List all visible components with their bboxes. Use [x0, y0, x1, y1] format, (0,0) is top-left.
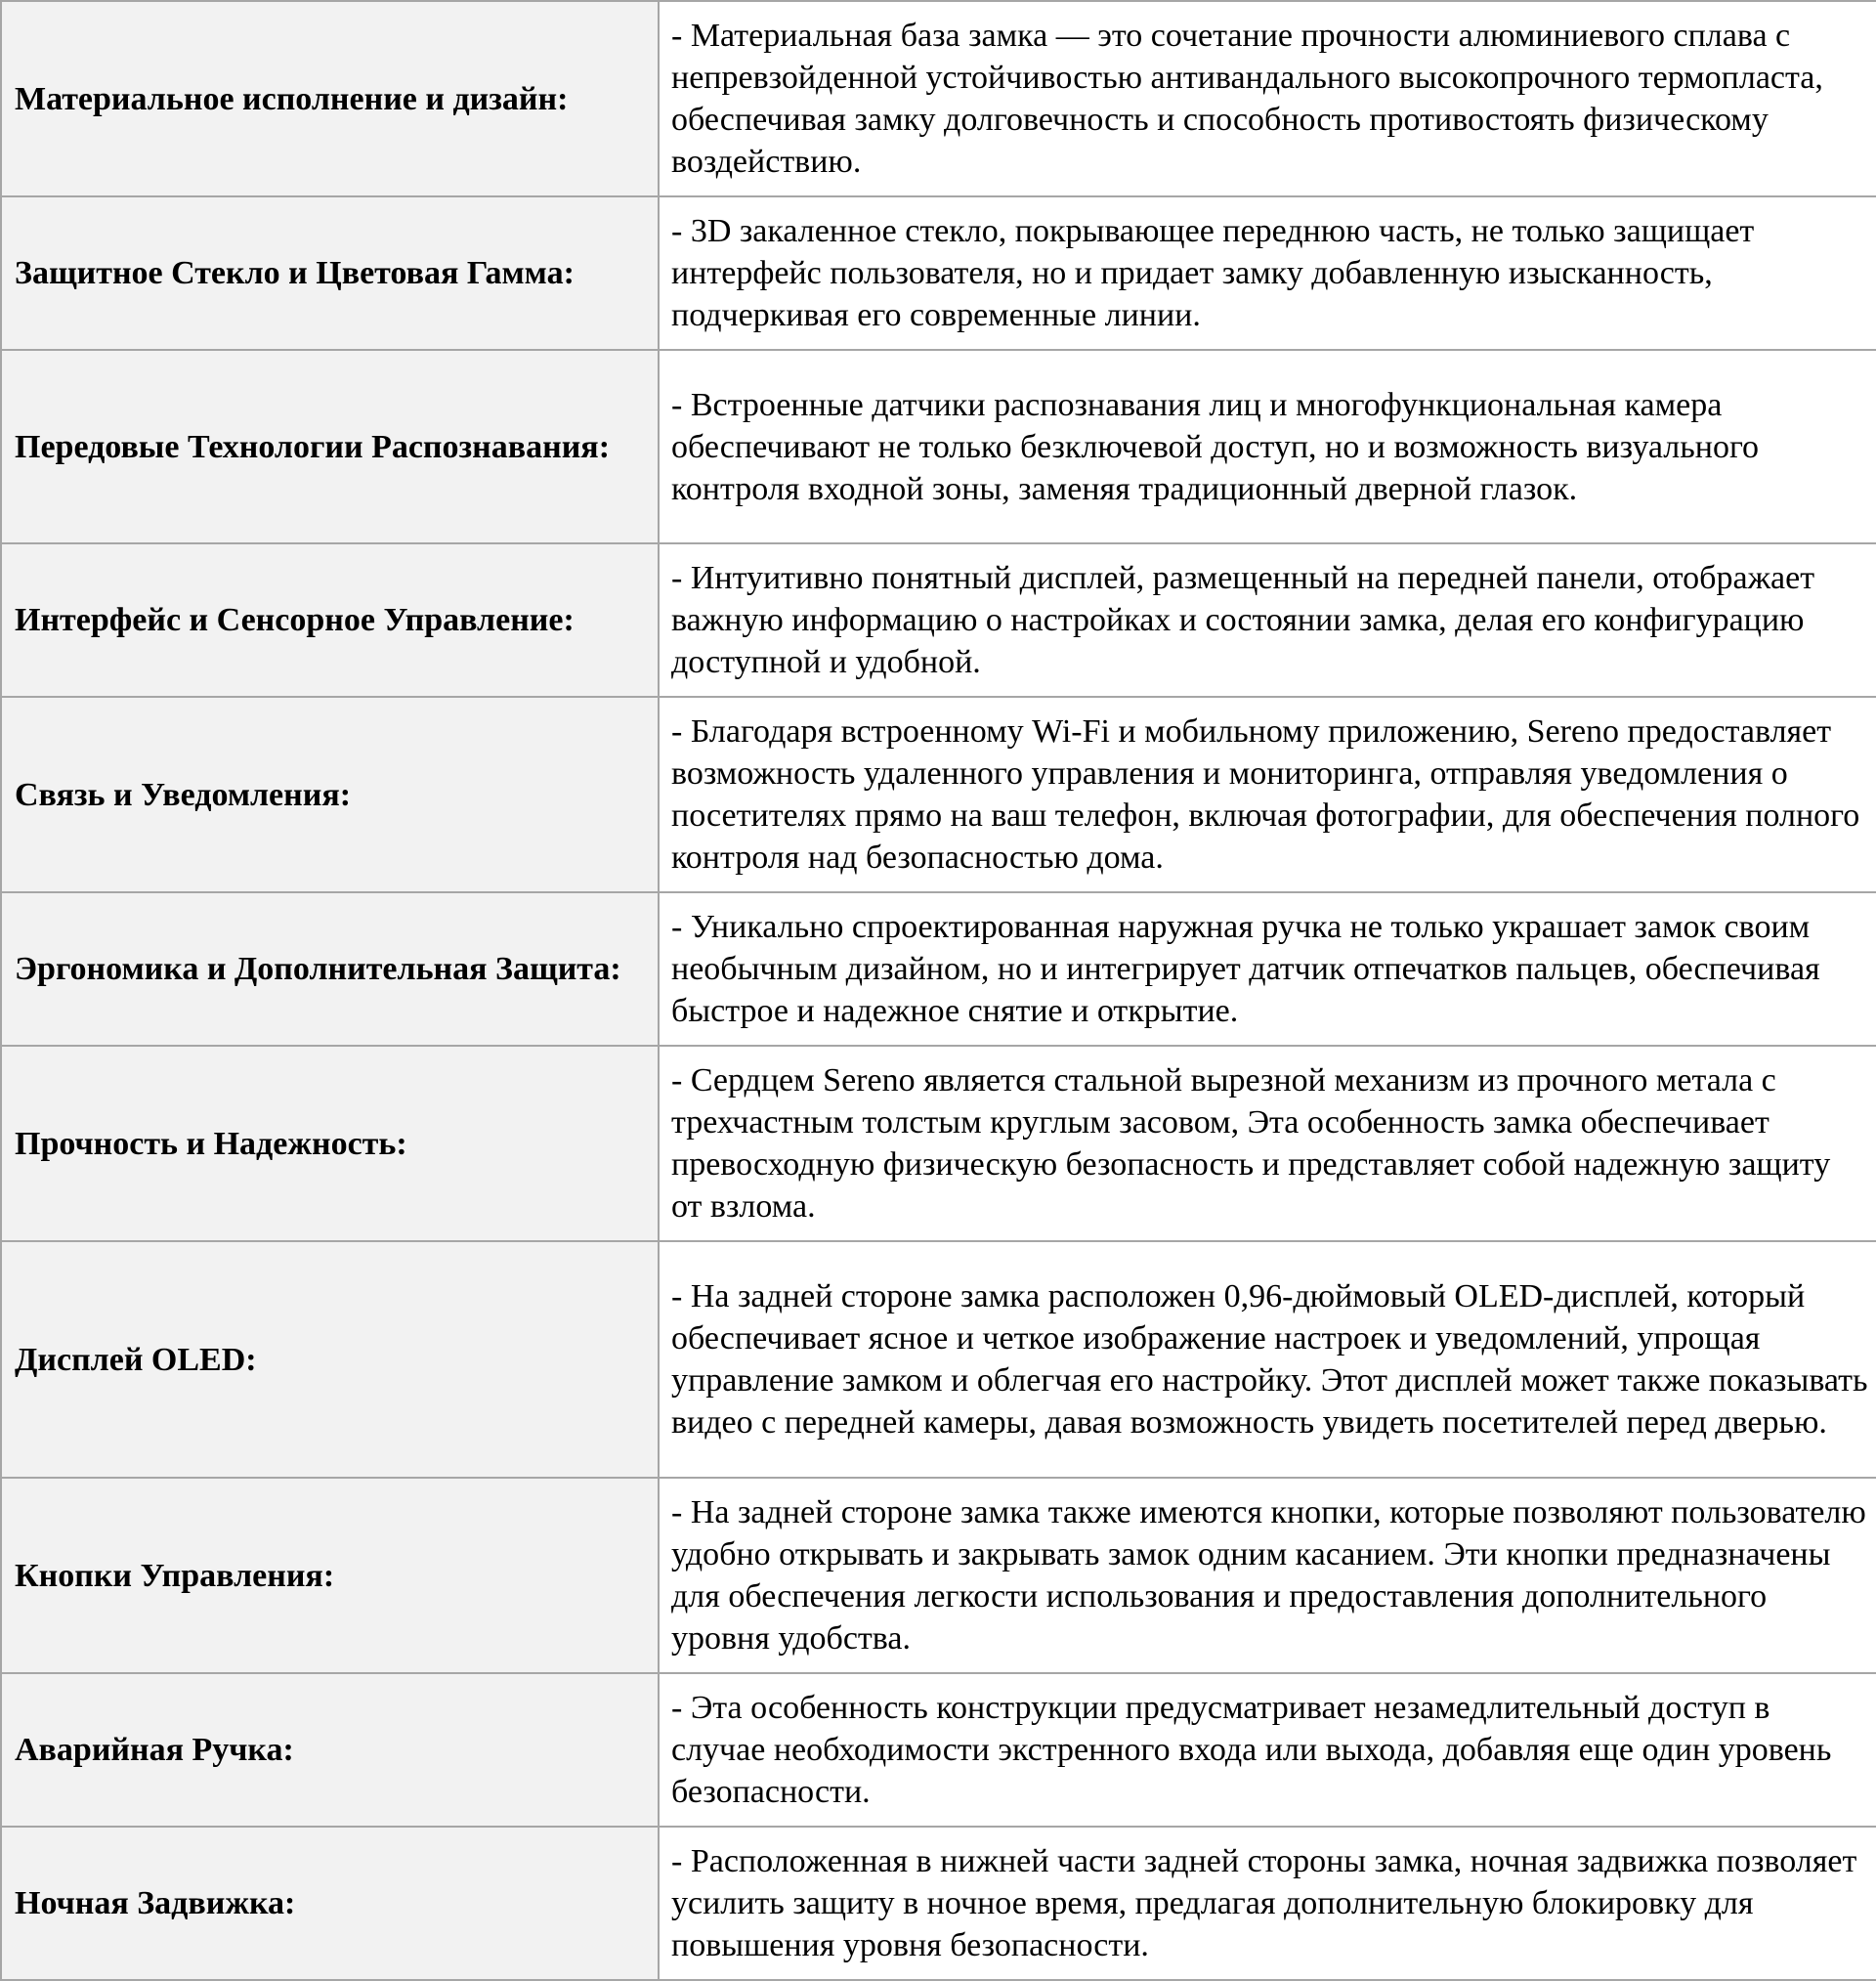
table-row — [1, 1478, 1876, 1673]
feature-description: - 3D закаленное стекло, покрывающее переднюю часть, не только защищает интерфейс пользователя, но и придает замку добавленную изысканность, подчеркивая его современные линии. — [659, 196, 1876, 350]
table-row — [1, 543, 1876, 697]
table-row — [1, 1, 1876, 196]
table-row — [1, 1046, 1876, 1241]
features-table-body — [1, 1, 1876, 1980]
feature-label: Прочность и Надежность: — [1, 1046, 659, 1241]
feature-label: Связь и Уведомления: — [1, 697, 659, 892]
feature-label: Материальное исполнение и дизайн: — [1, 1, 659, 196]
table-row — [1, 892, 1876, 1046]
table-row — [1, 1241, 1876, 1478]
feature-description: - Расположенная в нижней части задней стороны замка, ночная задвижка позволяет усилить защиту в ночное время, предлагая дополнительную блокировку для повышения уровня безопасности. — [659, 1827, 1876, 1980]
feature-label: Ночная Задвижка: — [1, 1827, 659, 1980]
feature-label: Эргономика и Дополнительная Защита: — [1, 892, 659, 1046]
feature-label: Дисплей OLED: — [1, 1241, 659, 1478]
feature-description: - Материальная база замка — это сочетание прочности алюминиевого сплава с непревзойденной устойчивостью антивандального высокопрочного термопласта, обеспечивая замку долговечность и способность противостоять физическому воздействию. — [659, 1, 1876, 196]
feature-label: Защитное Стекло и Цветовая Гамма: — [1, 196, 659, 350]
feature-description: - Интуитивно понятный дисплей, размещенный на передней панели, отображает важную информацию о настройках и состоянии замка, делая его конфигурацию доступной и удобной. — [659, 543, 1876, 697]
feature-label: Аварийная Ручка: — [1, 1673, 659, 1827]
feature-description: - Встроенные датчики распознавания лиц и многофункциональная камера обеспечивают не только безключевой доступ, но и возможность визуального контроля входной зоны, заменяя традиционный дверной глазок. — [659, 350, 1876, 543]
feature-label: Передовые Технологии Распознавания: — [1, 350, 659, 543]
table-row — [1, 1827, 1876, 1980]
feature-description: - На задней стороне замка также имеются кнопки, которые позволяют пользователю удобно открывать и закрывать замок одним касанием. Эти кнопки предназначены для обеспечения легкости использования и предоставления дополнительного уровня удобства. — [659, 1478, 1876, 1673]
feature-description: - На задней стороне замка расположен 0,96-дюймовый OLED-дисплей, который обеспечивает ясное и четкое изображение настроек и уведомлений, упрощая управление замком и облегчая его настройку. Этот дисплей может также показывать видео с передней камеры, давая возможность увидеть посетителей перед дверью. — [659, 1241, 1876, 1478]
feature-label: Интерфейс и Сенсорное Управление: — [1, 543, 659, 697]
table-row — [1, 697, 1876, 892]
feature-description: - Сердцем Sereno является стальной вырезной механизм из прочного метала с трехчастным толстым круглым засовом, Эта особенность замка обеспечивает превосходную физическую безопасность и представляет собой надежную защиту от взлома. — [659, 1046, 1876, 1241]
table-row — [1, 350, 1876, 543]
table-row — [1, 196, 1876, 350]
feature-label: Кнопки Управления: — [1, 1478, 659, 1673]
table-row — [1, 1673, 1876, 1827]
feature-description: - Эта особенность конструкции предусматривает незамедлительный доступ в случае необходимости экстренного входа или выхода, добавляя еще один уровень безопасности. — [659, 1673, 1876, 1827]
feature-description: - Уникально спроектированная наружная ручка не только украшает замок своим необычным дизайном, но и интегрирует датчик отпечатков пальцев, обеспечивая быстрое и надежное снятие и открытие. — [659, 892, 1876, 1046]
feature-description: - Благодаря встроенному Wi-Fi и мобильному приложению, Sereno предоставляет возможность удаленного управления и мониторинга, отправляя уведомления о посетителях прямо на ваш телефон, включая фотографии, для обеспечения полного контроля над безопасностью дома. — [659, 697, 1876, 892]
